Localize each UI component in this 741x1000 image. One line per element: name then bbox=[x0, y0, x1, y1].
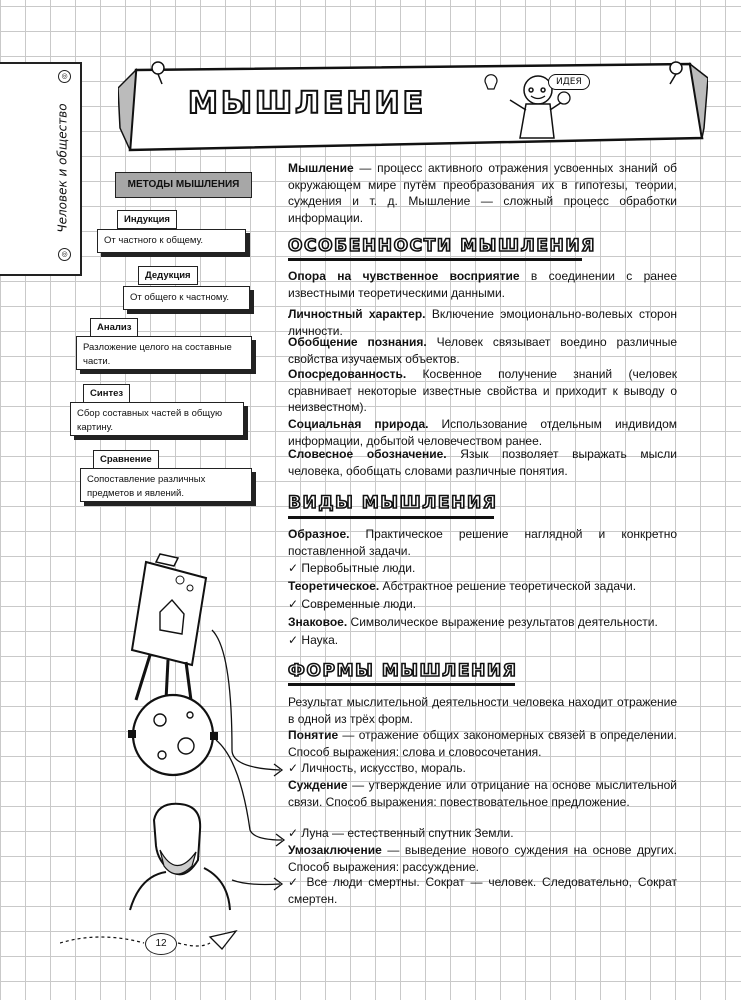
method-box-induction: От частного к общему. bbox=[97, 229, 246, 253]
method-box-analysis: Разложение целого на составные части. bbox=[76, 336, 252, 370]
forms-heading: ФОРМЫ МЫШЛЕНИЯ bbox=[288, 661, 518, 681]
form-2-example: ✓ Луна — естественный спутник Земли. bbox=[288, 826, 514, 840]
feature-4: Опосредованность. Косвенное получение знаний (человек сравнивает некоторые известные свойства и приходит к выводу о неизвестном). bbox=[288, 367, 677, 414]
type-2: Теоретическое. Абстрактное решение теоретической задачи. bbox=[288, 579, 637, 593]
moon-icon bbox=[128, 695, 218, 775]
page-title: МЫШЛЕНИЕ bbox=[188, 86, 427, 121]
intro-paragraph: Мышление — процесс активного отражения усвоенных знаний об окружающем мире путём преобразования их в гипотезы, теории, суждения и т. д. Мышление — сложный процесс обработки информации. bbox=[288, 161, 677, 225]
forms-underline bbox=[288, 683, 515, 686]
feature-3: Обобщение познания. Человек связывает воедино различные свойства изучаемых объектов. bbox=[288, 335, 677, 366]
form-3: Умозаключение — выведение нового суждения на основе других. Способ выражения: рассуждение. bbox=[288, 843, 677, 874]
method-box-synthesis: Сбор составных частей в общую картину. bbox=[70, 402, 244, 436]
method-box-comparison: Сопоставление различных предметов и явлений. bbox=[80, 468, 252, 502]
type-1: Образное. Практическое решение наглядной и конкретно поставленной задачи. bbox=[288, 527, 677, 558]
type-1-example: ✓ Первобытные люди. bbox=[288, 561, 416, 575]
form-1-example: ✓ Личность, искусство, мораль. bbox=[288, 761, 466, 775]
types-heading: ВИДЫ МЫШЛЕНИЯ bbox=[288, 493, 498, 513]
types-underline bbox=[288, 516, 494, 519]
socrates-icon bbox=[130, 804, 230, 910]
feature-1: Опора на чувственное восприятие в соединении с ранее известными теоретическими данными. bbox=[288, 269, 677, 300]
feature-6: Словесное обозначение. Язык позволяет выражать мысли человека, обобщать словами различные понятия. bbox=[288, 447, 677, 478]
method-tag-analysis: Анализ bbox=[90, 318, 138, 337]
methods-header: МЕТОДЫ МЫШЛЕНИЯ bbox=[115, 172, 252, 198]
form-2: Суждение — утверждение или отрицание на основе мыслительной связи. Способ выражения: повествовательное предложение. bbox=[288, 778, 677, 809]
type-3-example: ✓ Наука. bbox=[288, 633, 339, 647]
idea-bubble: ИДЕЯ bbox=[548, 74, 590, 90]
feature-2: Личностный характер. Включение эмоционально-волевых сторон личности. bbox=[288, 307, 677, 338]
form-1: Понятие — отражение общих закономерных связей в определении. Способ выражения: слова и словосочетания. bbox=[288, 728, 677, 759]
side-mark-top: ◎ bbox=[58, 70, 71, 83]
easel-icon bbox=[132, 554, 206, 708]
feature-5: Социальная природа. Использование отдельным индивидом информации, добытой человечеством ранее. bbox=[288, 417, 678, 448]
method-tag-induction: Индукция bbox=[117, 210, 177, 229]
illustrations bbox=[120, 550, 290, 920]
features-heading: ОСОБЕННОСТИ МЫШЛЕНИЯ bbox=[288, 236, 596, 256]
type-3: Знаковое. Символическое выражение результатов деятельности. bbox=[288, 615, 658, 629]
form-3-example: ✓ Все люди смертны. Сократ — человек. Следовательно, Сократ смертен. bbox=[288, 875, 678, 906]
side-chapter-label: Человек и общество bbox=[56, 102, 70, 233]
method-tag-comparison: Сравнение bbox=[93, 450, 159, 469]
method-tag-synthesis: Синтез bbox=[83, 384, 130, 403]
type-2-example: ✓ Современные люди. bbox=[288, 597, 417, 611]
side-mark-bottom: ◎ bbox=[58, 248, 71, 261]
method-tag-deduction: Дедукция bbox=[138, 266, 198, 285]
page-number: 12 bbox=[145, 933, 177, 955]
forms-intro: Результат мыслительной деятельности человека находит отражение в одной из трёх форм. bbox=[288, 695, 677, 726]
features-underline bbox=[288, 258, 582, 261]
method-box-deduction: От общего к частному. bbox=[123, 286, 250, 310]
